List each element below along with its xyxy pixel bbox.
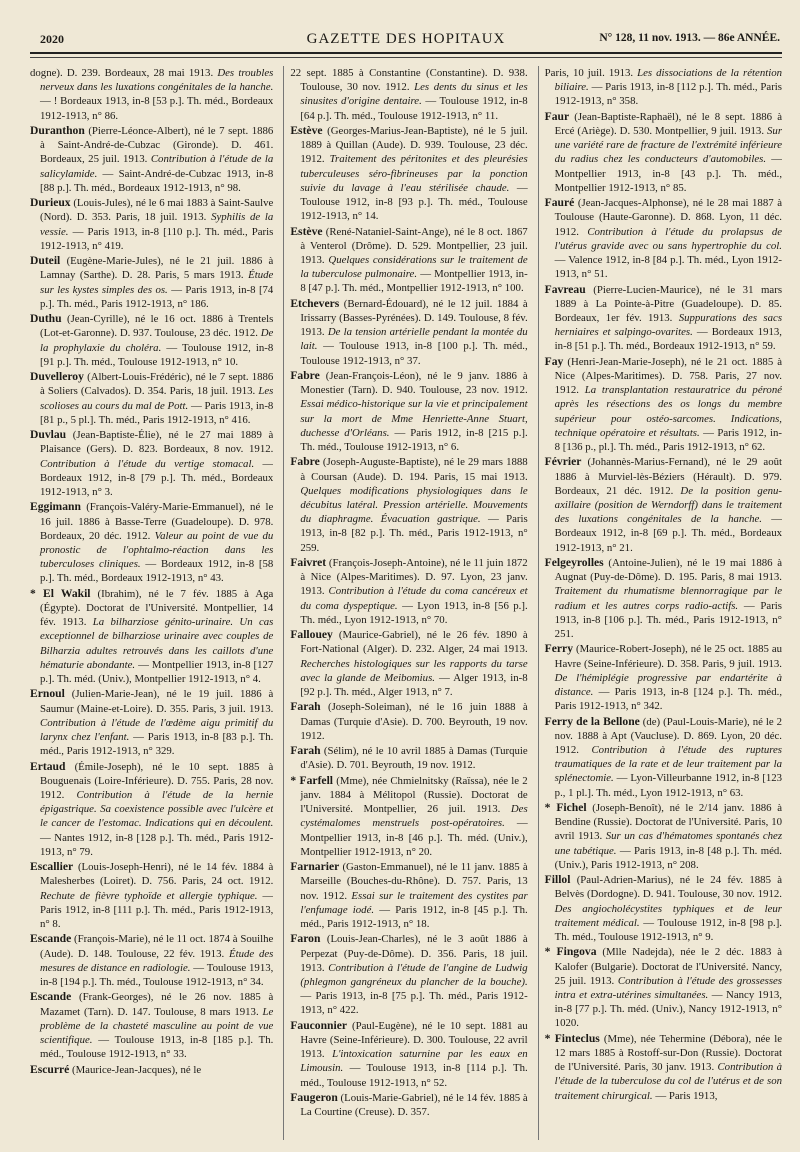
thesis-entry: [545, 196, 782, 281]
author-name: Duranthon: [30, 124, 85, 137]
thesis-title: Des cystémalomes menstruels post-opératoires.: [300, 803, 528, 830]
entry-details: 22 sept. 1885 à Constantine (Constantine). D. 938. Toulouse, 30 nov. 1912.: [290, 67, 528, 94]
publication-info: — Paris 1912, in-8 [136 p., pl.]. Th. méd., Paris 1912-1913, n° 62.: [554, 426, 783, 454]
entry-details: (Jean-Baptiste-Raphaël), né le 8 sept. 1886 à Ercé (Ariège). D. 530. Montpellier, 9 juil. 1913.: [554, 110, 783, 137]
publication-info: — Paris 1913, in-8 [48 p.]. Th. méd. (Univ.), Paris 1912-1913, n° 208.: [554, 844, 783, 871]
entry-details: (Joseph-Benoît), né le 2/14 janv. 1886 à Bendine (Russie). Doctorat de l'Université. Paris, 10 avril 1913.: [554, 802, 783, 843]
entry-details: (Maurice-Gabriel), né le 26 fév. 1890 à Fort-National (Alger). D. 232. Alger, 24 mai 1913.: [300, 629, 528, 656]
thesis-entry: [30, 587, 273, 686]
thesis-title: Contribution à l'étude du vertige stomacal.: [40, 457, 255, 470]
thesis-entry: [30, 312, 273, 369]
thesis-entry: [30, 370, 273, 427]
publication-info: — Paris 1913, in-8 [74 p.]. Th. méd., Paris 1912-1913, n° 186.: [40, 283, 274, 310]
publication-info: — Montpellier 1913, in-8 [47 p.]. Th. méd., Montpellier 1912-1913, n° 100.: [300, 268, 528, 295]
publication-info: — Paris 1913,: [655, 1089, 718, 1102]
publication-info: — Bordeaux 1913, in-8 [51 p.]. Th. méd., Bordeaux 1912-1913, n° 59.: [554, 326, 783, 353]
thesis-entry: [30, 1063, 273, 1077]
thesis-title: Contribution à l'étude de la tuberculose du col de l'utérus et de son traitement chirurgical.: [554, 1061, 783, 1102]
thesis-title: Recherches histologiques sur les rapports du tarse avec la glande de Meibomius.: [300, 657, 528, 684]
thesis-title: Étude sur les kystes simples des os.: [40, 269, 274, 296]
thesis-title: De la tension artérielle pendant la montée du lait.: [300, 326, 528, 353]
entry-details: (François-Marie), né le 11 oct. 1874 à Souilhe (Aude). D. 148. Toulouse, 22 fév. 1913.: [40, 933, 274, 960]
entry-details: (Paul-Eugène), né le 10 sept. 1881 au Havre (Seine-Inférieure). D. 300. Toulouse, 22 avril 1913.: [300, 1019, 528, 1061]
publication-info: — ! Bordeaux 1913, in-8 [53 p.]. Th. méd., Bordeaux 1912-1913, n° 86.: [40, 95, 274, 122]
thesis-title: Syphilis de la vessie.: [40, 211, 274, 238]
publication-info: — Toulouse 1913, in-8 [185 p.]. Th. méd., Toulouse 1912-1913, n° 33.: [40, 1034, 274, 1061]
publication-info: — Lyon 1913, in-8 [56 p.]. Th. méd., Lyon 1912-1913, n° 70.: [300, 599, 528, 626]
author-name: Duvelleroy: [30, 370, 84, 384]
publication-info: — Paris 1913, in-8 [106 p.]. Th. méd., Paris 1912-1913, n° 251.: [554, 599, 783, 641]
entry-details: (François-Joseph-Antoine), né le 11 juin 1872 à Nice (Alpes-Maritimes). D. 97. Lyon, 23 janv. 1913.: [300, 557, 528, 598]
author-name: Escande: [30, 932, 72, 946]
thesis-title: Contribution à l'étude des grossesses intra et extra-utérines simultanées.: [554, 974, 783, 1002]
entry-details: (Eugène-Marie-Jules), né le 21 juil. 1886 à Lamnay (Sarthe). D. 28. Paris, 5 mars 1913.: [40, 255, 274, 282]
thesis-entry: [30, 500, 273, 585]
author-name: * Finteclus: [544, 1031, 600, 1045]
thesis-entry: [30, 860, 273, 931]
author-name: Ernoul: [30, 687, 65, 701]
thesis-title: Suppurations des sacs herniaires et salpingo-ovarites.: [554, 312, 783, 339]
thesis-title: Contribution à l'étude de la salicylamide.: [40, 153, 274, 180]
thesis-entry: [290, 225, 527, 296]
publication-info: — Toulouse 1913, in-8 [114 p.]. Th. méd., Toulouse 1912-1913, n° 52.: [300, 1062, 528, 1089]
publication-info: — Bordeaux 1912, in-8 [69 p.]. Th. méd., Bordeaux 1912-1913, n° 21.: [554, 513, 783, 554]
issue-info: N° 128, 11 nov. 1913. — 86e ANNÉE.: [599, 32, 780, 44]
author-name: Duteil: [30, 254, 61, 268]
publication-info: — Paris 1913, in-8 [124 p.]. Th. méd., Paris 1912-1913, n° 342.: [554, 686, 783, 713]
entry-details: (Mlle Nadejda), née le 2 déc. 1883 à Kalofer (Bulgarie). Doctorat de l'Université. Nancy, 25 juil. 1913.: [554, 946, 783, 987]
thesis-title: Quelques considérations sur le traitement de la tuberculose pulmonaire.: [300, 254, 528, 281]
entry-details: (Louis-Jean-Charles), né le 3 août 1886 à Perpezat (Puy-de-Dôme). D. 356. Paris, 18 juil. 1913.: [300, 933, 528, 974]
thesis-entry: [30, 932, 273, 989]
publication-info: — Paris 1912, in-8 [111 p.]. Th. méd., Paris 1912-1913, n° 8.: [40, 889, 274, 931]
thesis-entry: [30, 760, 273, 859]
entry-details: (Pierre-Léonce-Albert), né le 7 sept. 1886 à Saint-André-de-Cubzac (Gironde). D. 461. Bordeaux, 25 juil. 1913.: [40, 125, 274, 166]
thesis-entry: [290, 860, 527, 931]
thesis-title: Le problème de la chasteté masculine au point de vue scientifique.: [40, 1005, 274, 1047]
entry-details: Paris, 10 juil. 1913.: [544, 67, 634, 79]
author-name: Estève: [290, 224, 323, 238]
thesis-entry: [545, 873, 782, 944]
author-name: Fabre: [290, 369, 320, 383]
publication-info: — Paris 1913, in-8 [75 p.]. Th. méd., Paris 1912-1913, n° 422.: [300, 990, 528, 1017]
publication-info: — Paris 1913, in-8 [83 p.]. Th. méd., Paris 1912-1913, n° 329.: [40, 731, 274, 758]
author-name: * Farfell: [290, 773, 334, 787]
thesis-title: Étude des mesures de distance en radiologie.: [40, 947, 274, 974]
author-name: Fay: [544, 354, 564, 368]
author-name: * Fingova: [544, 945, 597, 959]
author-name: Durieux: [30, 196, 71, 210]
column-1: [30, 66, 273, 1140]
publication-info: — Nantes 1912, in-8 [128 p.]. Th. méd., Paris 1912-1913, n° 79.: [40, 831, 274, 858]
thesis-entry: [290, 1091, 527, 1119]
thesis-title: Contribution à l'étude de la hernie épigastrique. Sa coexistence possible avec l'ulcère et le cancer de l'estomac. Indications qui en découlent.: [40, 789, 274, 830]
publication-info: — Montpellier 1913, in-8 [127 p.]. Th. méd. (Univ.), Montpellier 1912-1913, n° 4.: [40, 658, 274, 686]
page-header: [30, 30, 782, 54]
thesis-entry: [30, 687, 273, 758]
thesis-entry: [545, 455, 782, 554]
entry-details: (Jean-Baptiste-Élie), né le 27 mai 1889 à Plaisance (Gers). D. 823. Bordeaux, 8 nov. 1912.: [40, 429, 274, 456]
thesis-entry: [290, 297, 527, 368]
author-name: Farah: [290, 744, 321, 758]
author-name: Fauconnier: [290, 1018, 348, 1032]
entry-details: (Jean-Jacques-Alphonse), né le 28 mai 1887 à Toulouse (Haute-Garonne). D. 868. Lyon, 11 déc. 1912.: [554, 197, 783, 238]
publication-info: — Paris 1913, in-8 [110 p.]. Th. méd., Paris 1912-1913, n° 419.: [40, 225, 274, 252]
thesis-entry: [290, 744, 527, 772]
author-name: Février: [544, 455, 582, 469]
thesis-entry: [290, 628, 527, 699]
entry-details: (François-Valéry-Marie-Emmanuel), né le 16 juil. 1886 à Basse-Terre (Guadeloupe). D. 978. Bordeaux, 20 déc. 1912.: [40, 501, 274, 542]
author-name: Ferry: [544, 642, 573, 656]
publication-info: — Bordeaux 1912, in-8 [58 p.]. Th. méd., Bordeaux 1912-1913, n° 43.: [40, 558, 274, 585]
entry-details: (de) (Paul-Louis-Marie), né le 2 nov. 1888 à Apt (Vaucluse). D. 869. Lyon, 20 déc. 1912.: [554, 715, 783, 757]
author-name: Favreau: [544, 282, 586, 296]
publication-info: — Paris 1912, in-8 [45 p.]. Th. méd., Paris 1912-1913, n° 18.: [300, 903, 528, 931]
columns: [30, 66, 782, 1140]
thesis-entry: [545, 556, 782, 641]
thesis-title: Les dents du sinus et les sinusites d'origine dentaire.: [300, 81, 528, 108]
thesis-title: Les scolioses au cours du mal de Pott.: [40, 385, 274, 412]
thesis-entry: [290, 700, 527, 743]
entry-details: (Georges-Marius-Jean-Baptiste), né le 5 juil. 1889 à Quillan (Aude). D. 939. Toulouse, 23 déc. 1912.: [300, 125, 528, 166]
publication-info: — Saint-André-de-Cubzac 1913, in-8 [88 p.]. Th. méd., Bordeaux 1912-1913, n° 98.: [40, 167, 274, 194]
thesis-entry: [30, 990, 273, 1061]
thesis-entry: [30, 428, 273, 499]
thesis-title: De la position genu-axillaire (position de Werndorff) dans le traitement des luxations congénitales de la hanche.: [554, 484, 783, 526]
author-name: Escallier: [30, 860, 74, 874]
author-name: Escurré: [30, 1062, 70, 1076]
thesis-title: Des angiocholécystites typhiques et de leur traitement médical.: [554, 902, 783, 929]
entry-details: (Maurice-Jean-Jacques), né le: [71, 1063, 202, 1076]
entry-details: (Frank-Georges), né le 26 nov. 1885 à Mazamet (Tarn). D. 147. Toulouse, 8 mars 1913.: [40, 991, 274, 1018]
thesis-title: Valeur au point de vue du pronostic de l'ophtalmo-réaction dans les tuberculoses cliniques.: [40, 529, 274, 571]
thesis-title: De la prophylaxie du choléra.: [40, 327, 274, 354]
entry-details: (Louis-Jules), né le 6 mai 1883 à Saint-Saulve (Nord). D. 353. Paris, 18 juil. 1913.: [40, 197, 274, 224]
entry-details: (Bernard-Édouard), né le 12 juil. 1884 à Irissarry (Basses-Pyrénées). D. 149. Toulouse, 8 fév. 1913.: [300, 297, 528, 339]
entry-details: (Joseph-Soleiman), né le 16 juin 1888 à Damas (Turquie d'Asie). D. 700. Beyrouth, 19 nov. 1912.: [300, 701, 528, 742]
author-name: Duthu: [30, 312, 62, 326]
column-2: [283, 66, 527, 1140]
thesis-title: La bilharziose génito-urinaire. Un cas exceptionnel de bilharziose urinaire avec couples de Bilharzia adultes retrouvés dans les caillots d'une hématurie abondante.: [40, 616, 274, 671]
entry-details: (Albert-Louis-Frédéric), né le 7 sept. 1886 à Soliers (Calvados). D. 354. Paris, 18 juil. 1913.: [40, 371, 274, 398]
thesis-entry: [30, 124, 273, 195]
thesis-title: Contribution à l'étude du coma cancéreux et du coma dyspeptique.: [300, 585, 528, 612]
entry-details: (Johannès-Marius-Fernand), né le 29 août 1886 à Murviel-lès-Béziers (Hérault). D. 979. Bordeaux, 21 déc. 1912.: [554, 456, 783, 497]
author-name: Eggimann: [30, 500, 81, 514]
entry-details: (Julien-Marie-Jean), né le 19 juil. 1886 à Saumur (Maine-et-Loire). D. 355. Paris, 3 juil. 1913.: [40, 688, 274, 715]
author-name: Faur: [544, 109, 570, 123]
header-rule: [30, 57, 782, 58]
thesis-title: Essai sur le traitement des cystites par l'enfumage iodé.: [300, 889, 528, 916]
page-number: 2020: [40, 32, 64, 46]
author-name: Duvlau: [30, 428, 67, 442]
author-name: Farnarier: [290, 860, 340, 874]
thesis-title: Traitement du rhumatisme blennorragique par le radium et les autres corps radio-actifs.: [554, 585, 783, 612]
author-name: Farah: [290, 700, 321, 714]
publication-info: — Toulouse 1913, in-8 [194 p.]. Th. méd., Toulouse 1912-1913, n° 34.: [40, 961, 274, 989]
entry-details: (Joseph-Auguste-Baptiste), né le 29 mars 1888 à Coursan (Aude). D. 194. Paris, 15 mai 1913.: [300, 456, 528, 483]
author-name: * El Wakil: [30, 586, 91, 600]
publication-info: — Paris 1913, in-8 [82 p.]. Th. méd., Paris 1912-1913, n° 259.: [300, 513, 528, 554]
thesis-title: Quelques modifications physiologiques dans le décubitus latéral. Pression artérielle. Mouvements du diaphragme. Évacuation gastrique.: [300, 484, 528, 526]
entry-details: (Émile-Joseph), né le 10 sept. 1885 à Bouguenais (Loire-Inférieure). D. 755. Paris, 28 nov. 1912.: [40, 760, 274, 802]
thesis-title: Les dissociations de la rétention biliaire.: [554, 67, 783, 94]
entry-details: (Sélim), né le 10 avril 1885 à Damas (Turquie d'Asie). D. 701. Beyrouth, 19 nov. 1912.: [300, 745, 528, 772]
thesis-entry: [30, 196, 273, 253]
publication-info: — Nancy 1913, in-8 [77 p.]. Th. méd. (Univ.), Nancy 1912-1913, n° 1020.: [554, 989, 783, 1030]
thesis-entry: [290, 556, 527, 627]
thesis-title: De l'hémiplégie progressive par endartérite à distance.: [554, 671, 783, 699]
entry-details: (Jean-Cyrille), né le 16 oct. 1886 à Trentels (Lot-et-Garonne). D. 937. Toulouse, 23 déc. 1912.: [40, 313, 274, 340]
entry-details: (Henri-Jean-Marie-Joseph), né le 21 oct. 1885 à Nice (Alpes-Maritimes). D. 758. Paris, 27 nov. 1912.: [554, 355, 783, 397]
author-name: * Fichel: [544, 801, 587, 815]
thesis-entry: [290, 124, 527, 223]
entry-details: (Louis-Marie-Gabriel), né le 14 fév. 1885 à La Courtine (Creuse). D. 357.: [300, 1092, 528, 1119]
thesis-title: Contribution à l'étude de l'œdème aigu primitif du larynx chez l'enfant.: [40, 716, 274, 744]
thesis-entry: [545, 110, 782, 195]
thesis-entry: [290, 369, 527, 454]
publication-info: — Alger 1913, in-8 [92 p.]. Th. méd., Alger 1913, n° 7.: [300, 671, 528, 699]
publication-info: — Montpellier 1913, in-8 [43 p.]. Th. méd., Montpellier 1912-1913, n° 85.: [554, 153, 783, 194]
thesis-title: Rechute de fièvre typhoïde et allergie typhique.: [40, 889, 258, 902]
thesis-entry: [290, 455, 527, 554]
thesis-title: Des troubles nerveux dans les luxations congénitales de la hanche.: [40, 67, 274, 94]
column-3: [538, 66, 782, 1140]
thesis-entry: [545, 945, 782, 1030]
author-name: Faron: [290, 932, 321, 946]
author-name: Estève: [290, 124, 323, 137]
entry-details: (Louis-Joseph-Henri), né le 14 fév. 1884 à Malesherbes (Loiret). D. 756. Paris, 24 oct. 1912.: [40, 861, 274, 888]
thesis-title: Essai médico-historique sur la vie et principalement sur la mort de Mme Henriette-Anne Stuart, duchesse d'Orléans.: [300, 398, 528, 439]
thesis-entry: [30, 66, 273, 123]
author-name: Ertaud: [30, 759, 66, 773]
thesis-entry: [545, 283, 782, 354]
publication-info: — Toulouse 1912, in-8 [91 p.]. Th. méd., Toulouse 1912-1913, n° 10.: [40, 341, 274, 368]
thesis-title: Sur un cas d'hématomes spontanés chez une tabétique.: [554, 830, 783, 857]
publication-info: — Paris 1913, in-8 [112 p.]. Th. méd., Paris 1912-1913, n° 358.: [554, 81, 783, 108]
thesis-entry: [545, 715, 782, 800]
author-name: Etchevers: [290, 296, 340, 310]
author-name: Fallouey: [290, 628, 333, 642]
entry-details: (Gaston-Emmanuel), né le 11 janv. 1885 à Marseille (Bouches-du-Rhône). D. 757. Paris, 13 nov. 1912.: [300, 861, 528, 902]
thesis-entry: [545, 355, 782, 454]
thesis-entry: [545, 66, 782, 109]
publication-info: — Valence 1912, in-8 [84 p.]. Th. méd., Lyon 1912-1913, n° 51.: [554, 254, 783, 281]
thesis-title: Contribution à l'étude du prolapsus de l'utérus gravide avec ou sans hypertrophie du col.: [554, 225, 783, 252]
author-name: Fabre: [290, 455, 320, 469]
author-name: Faugeron: [290, 1091, 338, 1105]
publication-info: — Paris 1913, in-8 [81 p., 5 pl.]. Th. méd., Paris 1912-1913, n° 416.: [40, 399, 274, 426]
entry-details: (Jean-François-Léon), né le 9 janv. 1886 à Monestier (Tarn). D. 940. Toulouse, 23 nov. 1912.: [300, 370, 528, 397]
entry-details: dogne). D. 239. Bordeaux, 28 mai 1913.: [30, 67, 214, 79]
author-name: Escande: [30, 990, 72, 1004]
thesis-title: Contribution à l'étude de l'angine de Ludwig (phlegmon gangréneux du plancher de la bouche).: [300, 961, 528, 989]
author-name: Faivret: [290, 556, 327, 570]
thesis-title: La transplantation restauratrice du péroné après les résections des os longs du membre supérieur pour ostéo-sarcomes. Indications, technique opératoire et résultats.: [554, 384, 783, 439]
author-name: Felgeyrolles: [544, 556, 604, 570]
publication-info: — Toulouse 1913, in-8 [100 p.]. Th. méd., Toulouse 1912-1913, n° 37.: [300, 340, 528, 367]
entry-details: (Paul-Adrien-Marius), né le 24 fév. 1885 à Belvès (Dordogne). D. 941. Toulouse, 30 nov. 1912.: [554, 874, 783, 901]
entry-details: (Mme), née Chmielnitsky (Raïssa), née le 2 janv. 1884 à Mélitopol (Russie). Doctorat de l'Université. Montpellier, 26 juil. 1913.: [300, 774, 528, 816]
entry-details: (Maurice-Robert-Joseph), né le 25 oct. 1885 au Havre (Seine-Inférieure). D. 358. Paris, 9 juil. 1913.: [554, 643, 783, 670]
publication-info: — Bordeaux 1912, in-8 [79 p.]. Th. méd., Bordeaux 1912-1913, n° 3.: [40, 457, 274, 499]
author-name: Fillol: [544, 873, 571, 887]
thesis-entry: [290, 932, 527, 1017]
publication-info: — Toulouse 1912, in-8 [93 p.]. Th. méd., Toulouse 1912-1913, n° 14.: [300, 181, 528, 223]
journal-title: GAZETTE DES HOPITAUX: [306, 31, 506, 47]
publication-info: — Toulouse 1912, in-8 [98 p.]. Th. méd., Toulouse 1912-1913, n° 9.: [554, 916, 783, 944]
entry-details: (Ibrahim), né le 7 fév. 1885 à Aga (Égypte). Doctorat de l'Université. Montpellier, 14 fév. 1913.: [40, 587, 274, 629]
thesis-entry: [290, 66, 527, 123]
entry-details: (Pierre-Lucien-Maurice), né le 31 mars 1889 à La Pointe-à-Pitre (Guadeloupe). D. 85. Bordeaux, 1er fév. 1913.: [554, 283, 783, 325]
thesis-title: Traitement des péritonites et des pleurésies tuberculeuses séro-fibrineuses par la ponction suivie du lavage à l'eau stérilisée chaude.: [300, 153, 528, 194]
thesis-entry: [545, 642, 782, 713]
publication-info: — Montpellier 1913, in-8 [46 p.]. Th. méd. (Univ.), Montpellier 1912-1913, n° 20.: [300, 817, 528, 858]
thesis-entry: [545, 1032, 782, 1103]
thesis-title: Sur une variété rare de fracture de l'extrémité inférieure du radius chez les conducteurs d'automobiles.: [554, 125, 783, 166]
entry-details: (Mme), née Tehermine (Débora), née le 12 mars 1885 à Rostoff-sur-Don (Russie). Doctorat de l'Université. Paris, 30 janv. 1913.: [554, 1032, 783, 1074]
gazette-page: [30, 30, 782, 1142]
publication-info: — Paris 1912, in-8 [215 p.]. Th. méd., Toulouse 1912-1913, n° 6.: [300, 426, 528, 454]
thesis-entry: [290, 774, 527, 859]
author-name: Fauré: [544, 196, 575, 210]
thesis-entry: [290, 1019, 527, 1090]
thesis-entry: [545, 801, 782, 872]
thesis-title: L'intoxication saturnine par les eaux en Limousin.: [300, 1048, 528, 1075]
author-name: Ferry de la Bellone: [544, 714, 640, 728]
publication-info: — Toulouse 1912, in-8 [64 p.]. Th. méd., Toulouse 1912-1913, n° 11.: [300, 95, 528, 122]
thesis-title: Contribution à l'étude des ruptures traumatiques de la rate et de leur traitement par la splénectomie.: [554, 744, 783, 785]
entry-details: (René-Nataniel-Saint-Ange), né le 8 oct. 1867 à Venterol (Drôme). D. 529. Montpellier, 23 juil. 1913.: [300, 225, 528, 267]
entry-details: (Antoine-Julien), né le 19 mai 1886 à Augnat (Puy-de-Dôme). D. 195. Paris, 8 mai 1913.: [554, 557, 783, 584]
publication-info: — Lyon-Villeurbanne 1912, in-8 [123 p., 1 pl.]. Th. méd., Lyon 1912-1913, n° 63.: [554, 772, 783, 799]
thesis-entry: [30, 254, 273, 311]
